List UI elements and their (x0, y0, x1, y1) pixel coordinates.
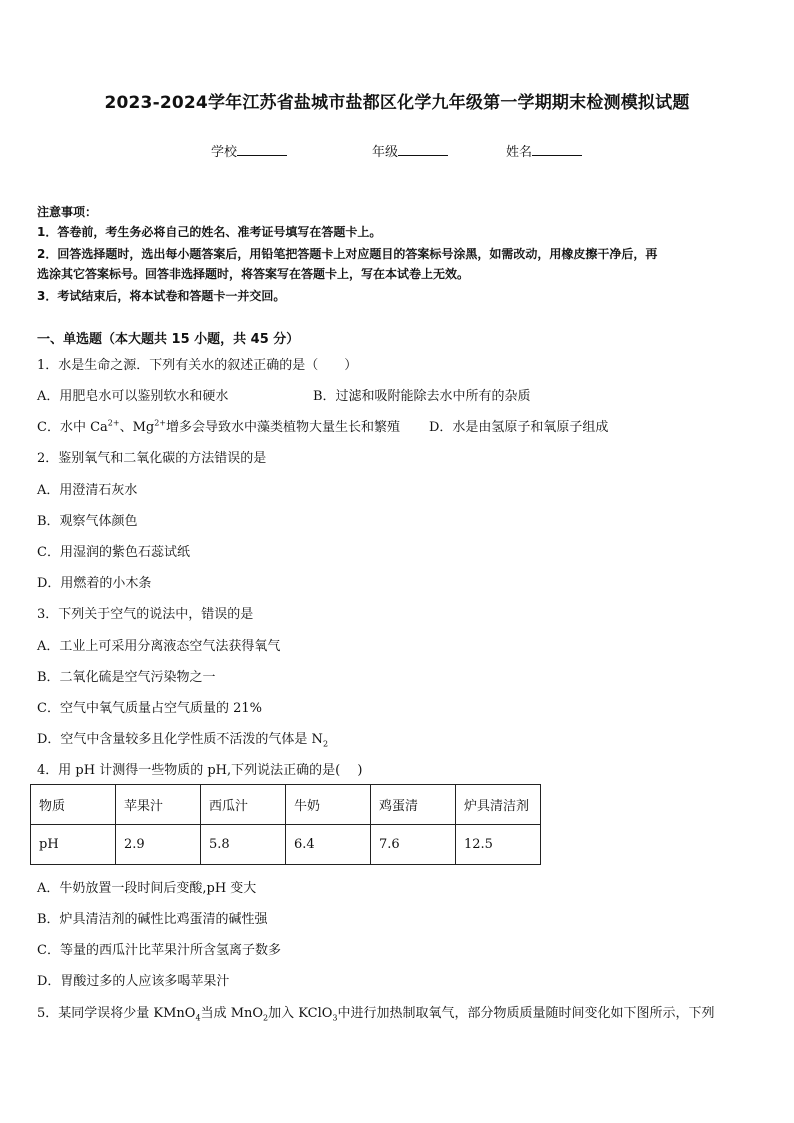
q2-option-b: B．观察气体颜色 (37, 514, 138, 529)
school-field (211, 141, 287, 160)
q3-d-text: D．空气中含量较多且化学性质不活泼的气体是 N (37, 732, 323, 747)
q1-option-a: A．用肥皂水可以鉴别软水和硬水 (37, 389, 229, 404)
table-cell: 牛奶 (286, 785, 371, 825)
question-1-stem: 1．水是生命之源．下列有关水的叙述正确的是（ ） (37, 358, 358, 373)
name-label: 姓名 (506, 145, 533, 160)
grade-blank[interactable] (398, 143, 448, 156)
q3-option-d (37, 728, 328, 749)
q2-option-c: C．用湿润的紫色石蕊试纸 (37, 545, 190, 560)
q1-c-text: 、Mg (119, 420, 155, 435)
notice-item: 1．答卷前，考生务必将自己的姓名、准考证号填写在答题卡上。 (37, 225, 382, 239)
q1-c-charge: 2+ (154, 418, 167, 428)
table-cell: 12.5 (456, 825, 541, 865)
table-cell: 7.6 (371, 825, 456, 865)
q2-option-a: A．用澄清石灰水 (37, 483, 138, 498)
table-cell: 鸡蛋清 (371, 785, 456, 825)
q1-option-c (37, 416, 400, 435)
q4-option-c: C．等量的西瓜汁比苹果汁所含氢离子数多 (37, 943, 281, 958)
q5-subscript: 3 (332, 1013, 338, 1023)
ph-table (30, 784, 541, 865)
q4-option-b: B．炉具清洁剂的碱性比鸡蛋清的碱性强 (37, 912, 268, 927)
q1-option-b: B．过滤和吸附能除去水中所有的杂质 (313, 389, 531, 404)
q3-option-b: B．二氧化硫是空气污染物之一 (37, 670, 216, 685)
q5-subscript: 4 (195, 1013, 201, 1023)
notice-item: 3．考试结束后，将本试卷和答题卡一并交回。 (37, 289, 286, 303)
table-row (31, 825, 541, 865)
name-field (506, 141, 582, 160)
q1-c-text: C．水中 Ca (37, 420, 108, 435)
table-header-row (31, 785, 541, 825)
q2-option-d: D．用燃着的小木条 (37, 576, 152, 591)
notice-heading: 注意事项： (37, 205, 98, 219)
question-4-stem: 4．用 pH 计测得一些物质的 pH,下列说法正确的是( ) (37, 763, 363, 778)
q3-d-subscript: 2 (322, 739, 329, 749)
name-blank[interactable] (532, 143, 582, 156)
q3-option-c: C．空气中氧气质量占空气质量的 21% (37, 701, 262, 716)
section-heading: 一、单选题（本大题共 15 小题，共 45 分） (37, 332, 300, 347)
notice-item: 2．回答选择题时，选出每小题答案后，用铅笔把答题卡上对应题目的答案标号涂黑，如需改动，用橡皮擦干净后，再 (37, 247, 658, 261)
q1-option-d: D．水是由氢原子和氧原子组成 (429, 420, 609, 435)
table-cell: 苹果汁 (116, 785, 201, 825)
q4-option-d: D．胃酸过多的人应该多喝苹果汁 (37, 974, 230, 989)
grade-label: 年级 (372, 145, 399, 160)
school-label: 学校 (211, 145, 238, 160)
table-cell: 6.4 (286, 825, 371, 865)
q5-subscript: 2 (263, 1013, 269, 1023)
table-cell: 西瓜汁 (201, 785, 286, 825)
school-blank[interactable] (237, 143, 287, 156)
question-3-stem: 3．下列关于空气的说法中，错误的是 (37, 607, 254, 622)
grade-field (372, 141, 448, 160)
question-2-stem: 2．鉴别氧气和二氧化碳的方法错误的是 (37, 451, 267, 466)
table-cell: 5.8 (201, 825, 286, 865)
notice-item: 选涂其它答案标号。回答非选择题时，将答案写在答题卡上，写在本试卷上无效。 (37, 267, 470, 281)
q5-text: 中进行加热制取氧气，部分物质质量随时间变化如下图所示，下列 (337, 1006, 715, 1021)
question-5-stem (37, 1002, 715, 1023)
q1-c-text: 增多会导致水中藻类植物大量生长和繁殖 (166, 420, 401, 435)
q4-option-a: A．牛奶放置一段时间后变酸,pH 变大 (37, 881, 257, 896)
table-cell: 2.9 (116, 825, 201, 865)
table-cell: 物质 (31, 785, 116, 825)
q5-text: 当成 MnO (200, 1006, 264, 1021)
q5-text: 5．某同学误将少量 KMnO (37, 1006, 196, 1021)
q1-c-charge: 2+ (107, 418, 120, 428)
table-cell: 炉具清洁剂 (456, 785, 541, 825)
exam-title: 2023-2024学年江苏省盐城市盐都区化学九年级第一学期期末检测模拟试题 (104, 93, 690, 113)
q3-option-a: A．工业上可采用分离液态空气法获得氧气 (37, 639, 281, 654)
q5-text: 加入 KClO (268, 1006, 333, 1021)
table-cell: pH (31, 825, 116, 865)
